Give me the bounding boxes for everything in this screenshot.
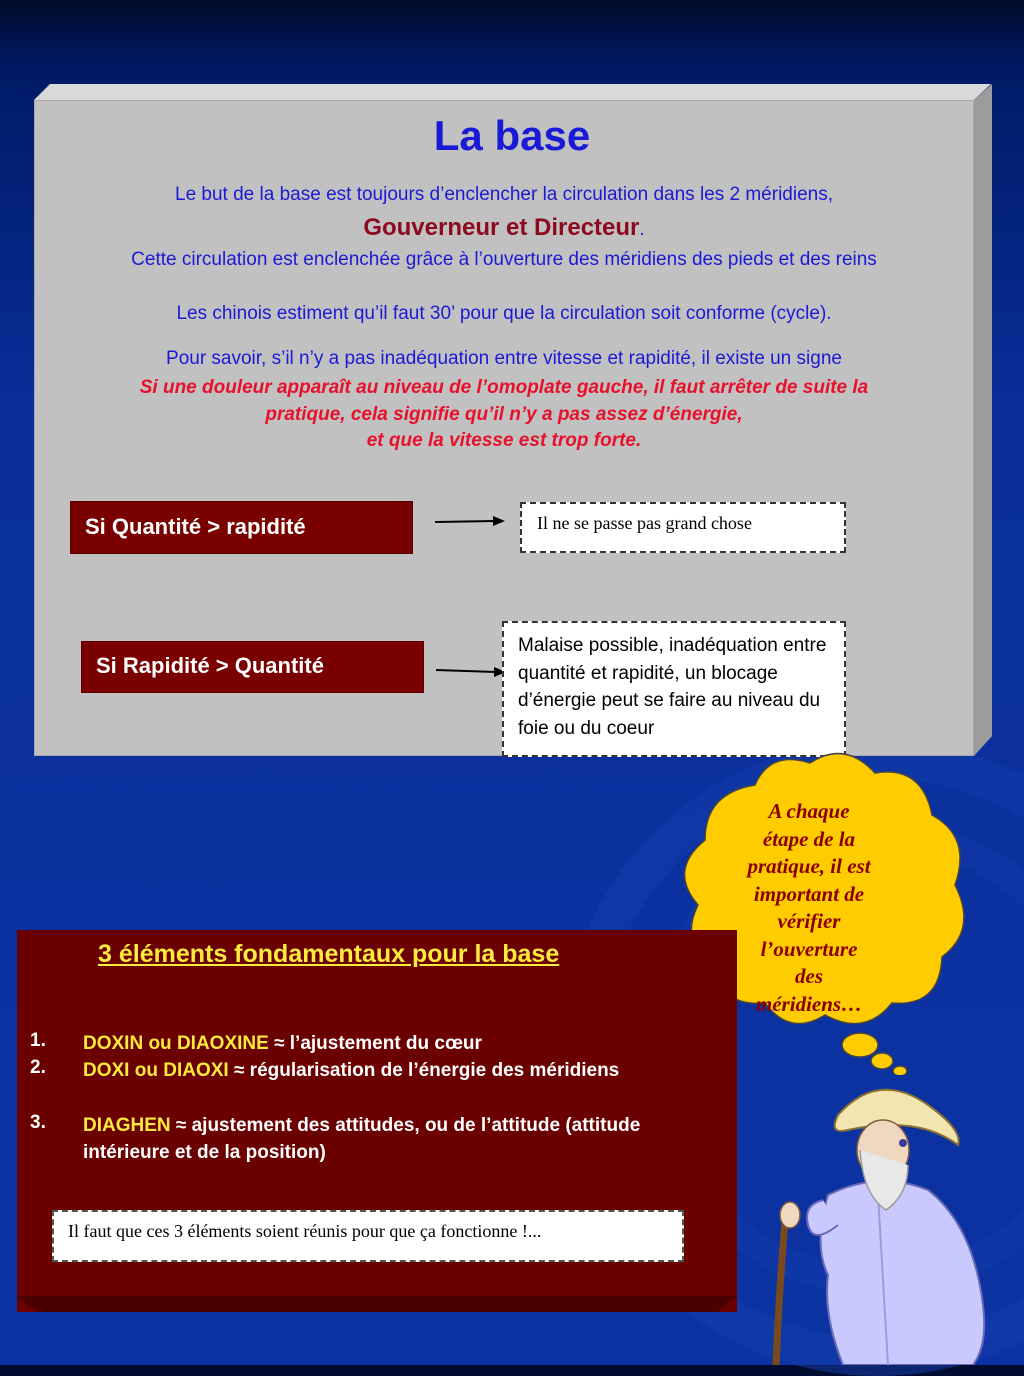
panel-bottom-bevel [17, 1296, 737, 1314]
intro-highlight-line: Gouverneur et Directeur. [363, 214, 645, 241]
fundamentals-heading: 3 éléments fondamentaux pour la base [98, 940, 560, 968]
sign-line: Pour savoir, s’il n’y a pas inadéquation entre vitesse et rapidité, il existe un signe [166, 348, 842, 369]
warning-line: pratique, cela signifie qu’il n’y a pas assez d’énergie, [265, 404, 743, 425]
panel-side-bevel [974, 84, 992, 756]
result-quantity-box: Il ne se passe pas grand chose [520, 502, 846, 553]
arrow-icon [436, 662, 508, 682]
arrow-icon [435, 512, 507, 532]
fundamentals-note: Il faut que ces 3 éléments soient réunis pour que ça fonctionne !... [52, 1210, 684, 1262]
warning-line: et que la vitesse est trop forte. [366, 430, 642, 451]
condition-quantity-box: Si Quantité > rapidité [71, 502, 412, 553]
intro-line: Le but de la base est toujours d’enclencher la circulation dans les 2 méridiens, [175, 184, 833, 205]
cycle-line: Les chinois estiment qu’il faut 30’ pour que la circulation soit conforme (cycle). [176, 303, 832, 324]
intro-line: Cette circulation est enclenchée grâce à l’ouverture des méridiens des pieds et des reins [131, 249, 877, 270]
panel-top-bevel [34, 84, 991, 100]
meridians-highlight: Gouverneur et Directeur [363, 214, 640, 241]
result-rapidity-box: Malaise possible, inadéquation entre quantité et rapidité, un blocage d’énergie peut se faire au niveau du foie ou du coeur [502, 621, 846, 757]
condition-rapidity-box: Si Rapidité > Quantité [82, 642, 423, 692]
warning-line: Si une douleur apparaît au niveau de l’omoplate gauche, il faut arrêter de suite la [139, 377, 869, 398]
sage-illustration-icon [768, 1075, 998, 1365]
cloud-text: A chaque étape de la pratique, il est important de vérifier l’ouverture des méridiens… [747, 799, 871, 1016]
slide-title: La base [433, 112, 591, 159]
